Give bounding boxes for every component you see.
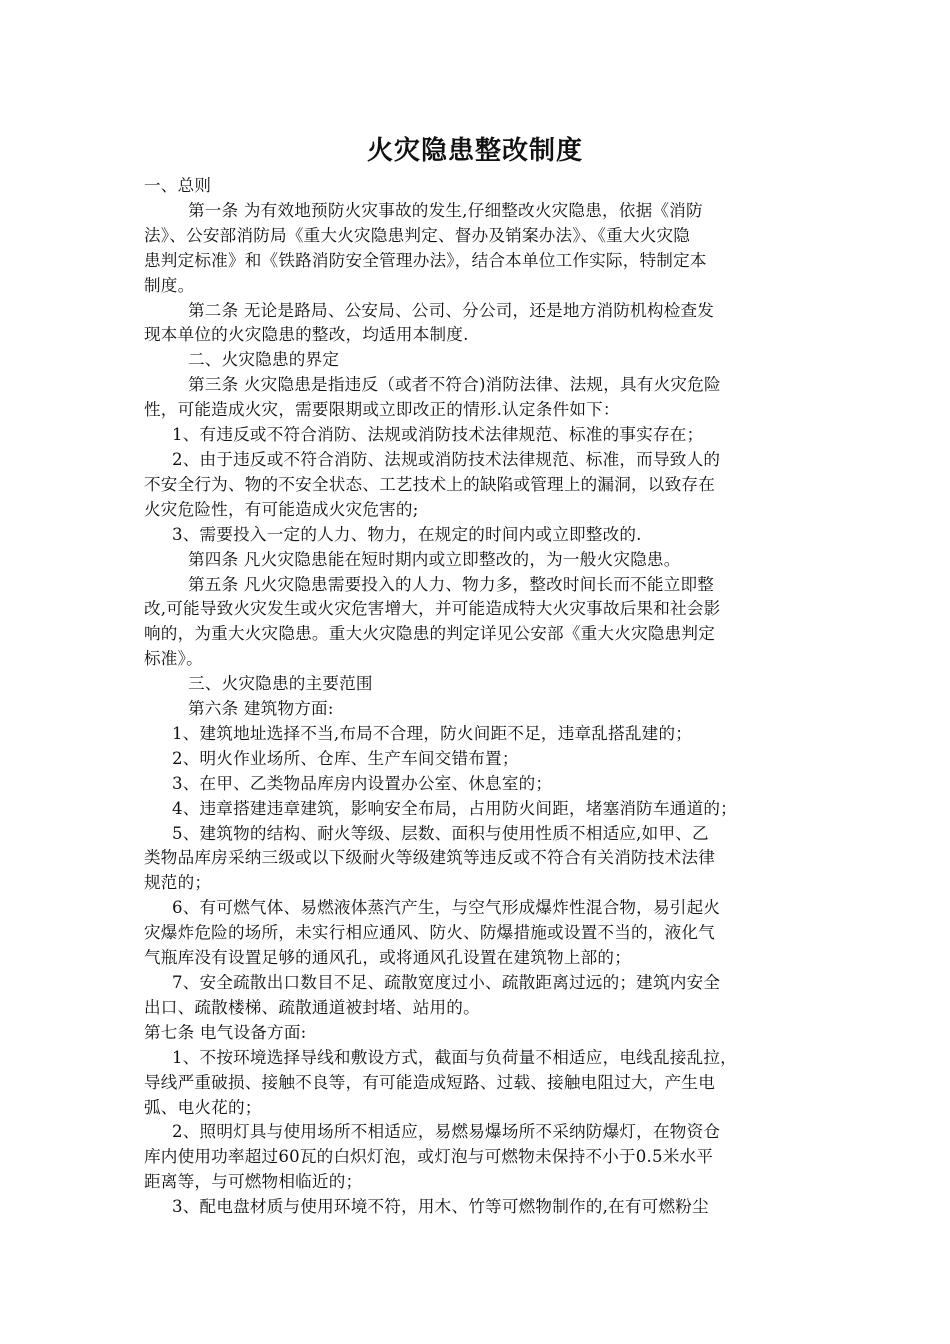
text-line: 2、照明灯具与使用场所不相适应，易燃易爆场所不采纳防爆灯，在物资仓 — [172, 1122, 721, 1142]
text-line: 6、有可燃气体、易燃液体蒸汽产生，与空气形成爆炸性混合物，易引起火 — [172, 898, 721, 918]
text-line: 患判定标准》和《铁路消防安全管理办法》，结合本单位工作实际，特制定本 — [144, 250, 707, 270]
text-line: 一、总则 — [144, 176, 212, 195]
text-line: 第五条 凡火灾隐患需要投入的人力、物力多，整改时间长而不能立即整 — [188, 574, 715, 594]
text-line: 类物品库房采纳三级或以下级耐火等级建筑等违反或不符合有关消防技术法律 — [144, 848, 715, 868]
text-line: 2、由于违反或不符合消防、法规或消防技术法律规范、标准，而导致人的 — [172, 449, 721, 469]
text-line: 火灾危险性，有可能造成火灾危害的; — [144, 499, 419, 519]
text-line: 二、火灾隐患的界定 — [188, 350, 340, 370]
text-line: 响的，为重大火灾隐患。重大火灾隐患的判定详见公安部《重大火灾隐患判定 — [144, 624, 715, 644]
text-line: 法》、公安部消防局《重大火灾隐患判定、督办及销案办法》、《重大火灾隐 — [144, 225, 691, 245]
text-line: 1、有违反或不符合消防、法规或消防技术法律规范、标准的事实存在； — [172, 425, 704, 445]
text-line: 第七条 电气设备方面: — [144, 1022, 307, 1042]
text-line: 第三条 火灾隐患是指违反（或者不符合)消防法律、法规，具有火灾危险 — [188, 375, 721, 395]
document-title: 火灾隐患整改制度 — [366, 136, 583, 166]
text-line: 不安全行为、物的不安全状态、工艺技术上的缺陷或管理上的漏洞，以致存在 — [144, 474, 715, 494]
text-line: 距离等，与可燃物相临近的； — [144, 1172, 363, 1192]
text-line: 2、明火作业场所、仓库、生产车间交错布置； — [172, 748, 519, 768]
text-line: 导线严重破损、接触不良等，有可能造成短路、过载、接触电阻过大，产生电 — [144, 1072, 715, 1092]
text-line: 灾爆炸危险的场所，未实行相应通风、防火、防爆措施或设置不当的，液化气 — [144, 923, 715, 943]
text-line: 4、违章搭建违章建筑，影响安全布局，占用防火间距，堵塞消防车通道的； — [172, 798, 737, 818]
text-line: 3、配电盘材质与使用环境不符，用木、竹等可燃物制作的,在有可燃粉尘 — [172, 1197, 709, 1217]
text-line: 7、安全疏散出口数目不足、疏散宽度过小、疏散距离过远的；建筑内安全 — [172, 973, 721, 992]
text-line: 第一条 为有效地预防火灾事故的发生,仔细整改火灾隐患，依据《消防 — [188, 200, 703, 220]
text-line: 弧、电火花的； — [144, 1097, 262, 1117]
text-line: 5、建筑物的结构、耐火等级、层数、面积与使用性质不相适应,如甲、乙 — [172, 823, 709, 843]
text-line: 改,可能导致火灾发生或火灾危害增大，并可能造成特大火灾事故后果和社会影 — [144, 599, 721, 619]
text-line: 1、建筑地址选择不当,布局不合理，防火间距不足，违章乱搭乱建的； — [172, 723, 693, 743]
text-line: 第六条 建筑物方面: — [188, 699, 334, 719]
text-line: 3、需要投入一定的人力、物力，在规定的时间内或立即整改的. — [172, 524, 642, 544]
text-line: 第四条 凡火灾隐患能在短时期内或立即整改的，为一般火灾隐患。 — [188, 549, 681, 569]
text-line: 气瓶库没有设置足够的通风孔，或将通风孔设置在建筑物上部的； — [144, 948, 632, 968]
text-line: 1、不按环境选择导线和敷设方式，截面与负荷量不相适应，电线乱接乱拉， — [172, 1047, 737, 1067]
text-line: 出口、疏散楼梯、疏散通道被封堵、站用的。 — [144, 997, 480, 1017]
text-line: 标准》。 — [144, 649, 203, 669]
text-line: 现本单位的火灾隐患的整改，均适用本制度. — [144, 325, 469, 345]
text-line: 三、火灾隐患的主要范围 — [188, 674, 373, 694]
text-line: 第二条 无论是路局、公安局、公司、分公司，还是地方消防机构检查发 — [188, 300, 715, 320]
text-line: 规范的； — [144, 873, 212, 893]
text-line: 库内使用功率超过60瓦的白炽灯泡，或灯泡与可燃物未保持不小于0.5米水平 — [144, 1147, 714, 1167]
text-line: 性，可能造成火灾，需要限期或立即改正的情形.认定条件如下： — [144, 400, 620, 420]
document-body — [144, 174, 808, 1220]
text-line: 制度。 — [144, 275, 195, 295]
text-line: 3、在甲、乙类物品库房内设置办公室、休息室的； — [172, 773, 553, 793]
